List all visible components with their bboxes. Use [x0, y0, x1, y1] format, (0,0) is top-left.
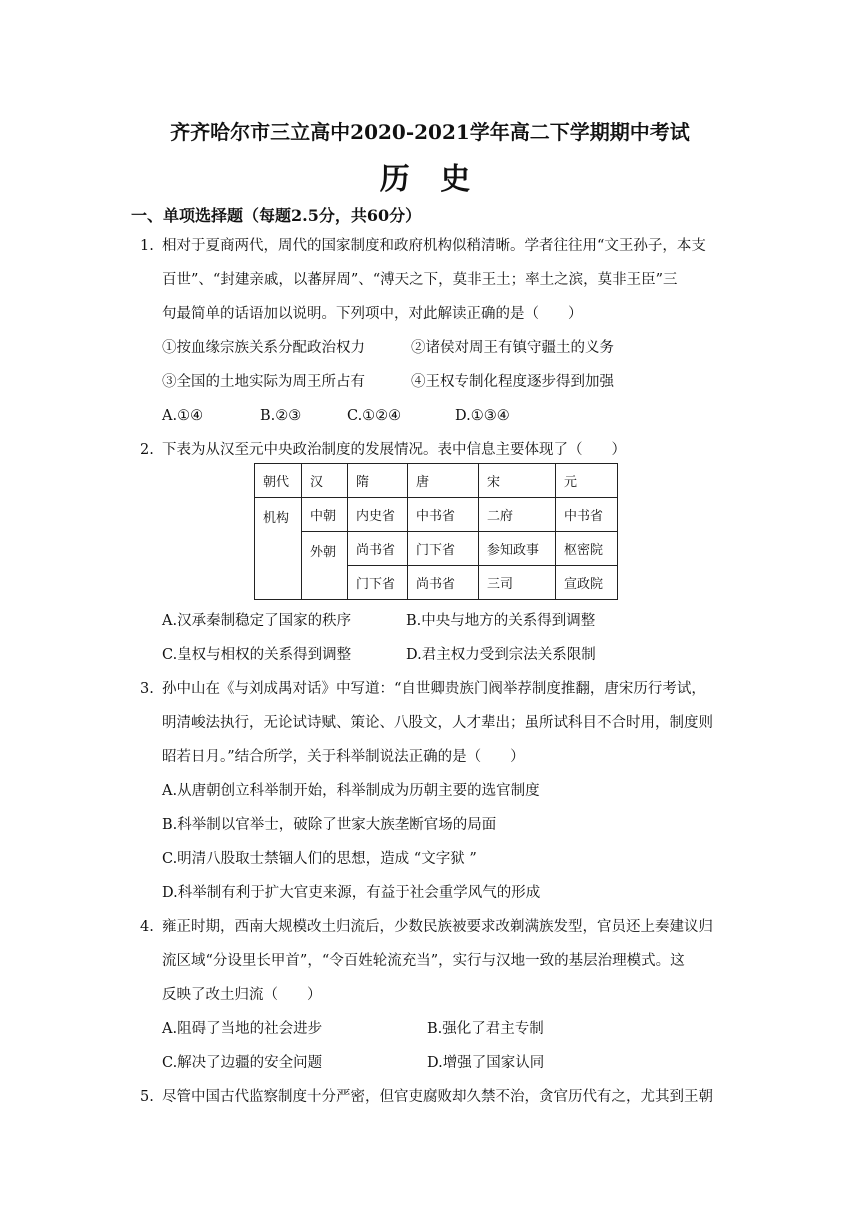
- table-cell: 中书省: [408, 498, 479, 532]
- question-5-number: 5.: [140, 1089, 154, 1105]
- question-1-stem-line-1: 相对于夏商两代，周代的国家制度和政府机构似稍清晰。学者往往用“文王孙子，本支: [162, 238, 706, 254]
- question-3-option-d[interactable]: D.科举制有利于扩大官吏来源，有益于社会重学风气的形成: [162, 885, 541, 901]
- table-row-label: 机构: [255, 498, 302, 600]
- table-header-cell: 唐: [408, 464, 479, 498]
- question-1-option-b[interactable]: B.②③: [260, 408, 302, 424]
- question-4-option-b[interactable]: B.强化了君主专制: [427, 1021, 544, 1037]
- question-1-option-a[interactable]: A.①④: [162, 408, 204, 424]
- table-header-cell: 汉: [302, 464, 348, 498]
- question-4-number: 4.: [140, 919, 154, 935]
- question-1-option-d[interactable]: D.①③④: [455, 408, 510, 424]
- question-1-number: 1.: [140, 238, 154, 254]
- question-1-stem-line-2: 百世”、“封建亲戚，以蕃屏周”、“溥天之下，莫非王土；率土之滨，莫非王臣”三: [162, 272, 678, 288]
- question-2-option-b[interactable]: B.中央与地方的关系得到调整: [406, 613, 596, 629]
- question-4-stem-line-1: 雍正时期，西南大规模改土归流后，少数民族被要求改剃满族发型，官员还上奏建议归: [162, 919, 713, 935]
- table-row: [255, 532, 618, 566]
- question-5-stem-line-1: 尽管中国古代监察制度十分严密，但官吏腐败却久禁不治，贪官历代有之，尤其到王朝: [162, 1089, 713, 1105]
- table-cell: 尚书省: [348, 532, 408, 566]
- question-1-statement-3: ③全国的土地实际为周王所占有: [162, 374, 365, 390]
- question-3-number: 3.: [140, 681, 154, 697]
- table-cell: 参知政事: [479, 532, 556, 566]
- table-cell: 二府: [479, 498, 556, 532]
- question-3-stem-line-2: 明清峻法执行，无论试诗赋、策论、八股文，人才辈出；虽所试科目不合时用，制度则: [162, 715, 713, 731]
- institutions-table: [254, 463, 618, 600]
- table-cell: 宣政院: [556, 566, 618, 600]
- table-header-cell: 元: [556, 464, 618, 498]
- table-cell: 内史省: [348, 498, 408, 532]
- question-4-option-c[interactable]: C.解决了边疆的安全问题: [162, 1055, 323, 1071]
- question-4-stem-line-2: 流区域“分设里长甲首”，“令百姓轮流充当”，实行与汉地一致的基层治理模式。这: [162, 953, 685, 969]
- table-cell: 中书省: [556, 498, 618, 532]
- question-1-option-c[interactable]: C.①②④: [347, 408, 402, 424]
- subject-title: 历 史: [379, 162, 481, 197]
- table-cell: 门下省: [348, 566, 408, 600]
- question-1-statement-1: ①按血缘宗族关系分配政治权力: [162, 340, 365, 356]
- question-3-stem-line-3: 昭若日月。”结合所学，关于科举制说法正确的是（ ）: [162, 749, 525, 765]
- section-title: 一、单项选择题（每题2.5分，共60分）: [131, 206, 422, 225]
- table-cell: 枢密院: [556, 532, 618, 566]
- question-2-option-d[interactable]: D.君主权力受到宗法关系限制: [406, 647, 596, 663]
- question-4-option-a[interactable]: A.阻碍了当地的社会进步: [162, 1021, 323, 1037]
- exam-title: 齐齐哈尔市三立高中2020-2021学年高二下学期期中考试: [170, 120, 690, 144]
- question-2-number: 2.: [140, 442, 154, 458]
- table-header-cell: 朝代: [255, 464, 302, 498]
- question-1-statement-4: ④王权专制化程度逐步得到加强: [411, 374, 614, 390]
- question-1-stem-line-3: 句最简单的话语加以说明。下列项中，对此解读正确的是（ ）: [162, 306, 583, 322]
- table-cell: 中朝: [302, 498, 348, 532]
- question-3-option-c[interactable]: C.明清八股取士禁锢人们的思想，造成 “文字狱 ”: [162, 851, 477, 867]
- question-2-option-c[interactable]: C.皇权与相权的关系得到调整: [162, 647, 352, 663]
- question-4-option-d[interactable]: D.增强了国家认同: [427, 1055, 545, 1071]
- table-cell: 门下省: [408, 532, 479, 566]
- table-header-row: [255, 464, 618, 498]
- question-2-option-a[interactable]: A.汉承秦制稳定了国家的秩序: [162, 613, 352, 629]
- question-3-option-b[interactable]: B.科举制以官举士，破除了世家大族垄断官场的局面: [162, 817, 497, 833]
- table-cell: 尚书省: [408, 566, 479, 600]
- table-header-cell: 宋: [479, 464, 556, 498]
- question-3-stem-line-1: 孙中山在《与刘成禺对话》中写道：“自世卿贵族门阀举荐制度推翻，唐宋历行考试，: [162, 681, 706, 697]
- table-cell: 外朝: [302, 532, 348, 600]
- table-cell: 三司: [479, 566, 556, 600]
- question-3-option-a[interactable]: A.从唐朝创立科举制开始，科举制成为历朝主要的选官制度: [162, 783, 540, 799]
- table-header-cell: 隋: [348, 464, 408, 498]
- table-row: [255, 498, 618, 532]
- question-4-stem-line-3: 反映了改土归流（ ）: [162, 987, 322, 1003]
- question-2-stem: 下表为从汉至元中央政治制度的发展情况。表中信息主要体现了（ ）: [162, 442, 626, 458]
- question-1-statement-2: ②诸侯对周王有镇守疆土的义务: [411, 340, 614, 356]
